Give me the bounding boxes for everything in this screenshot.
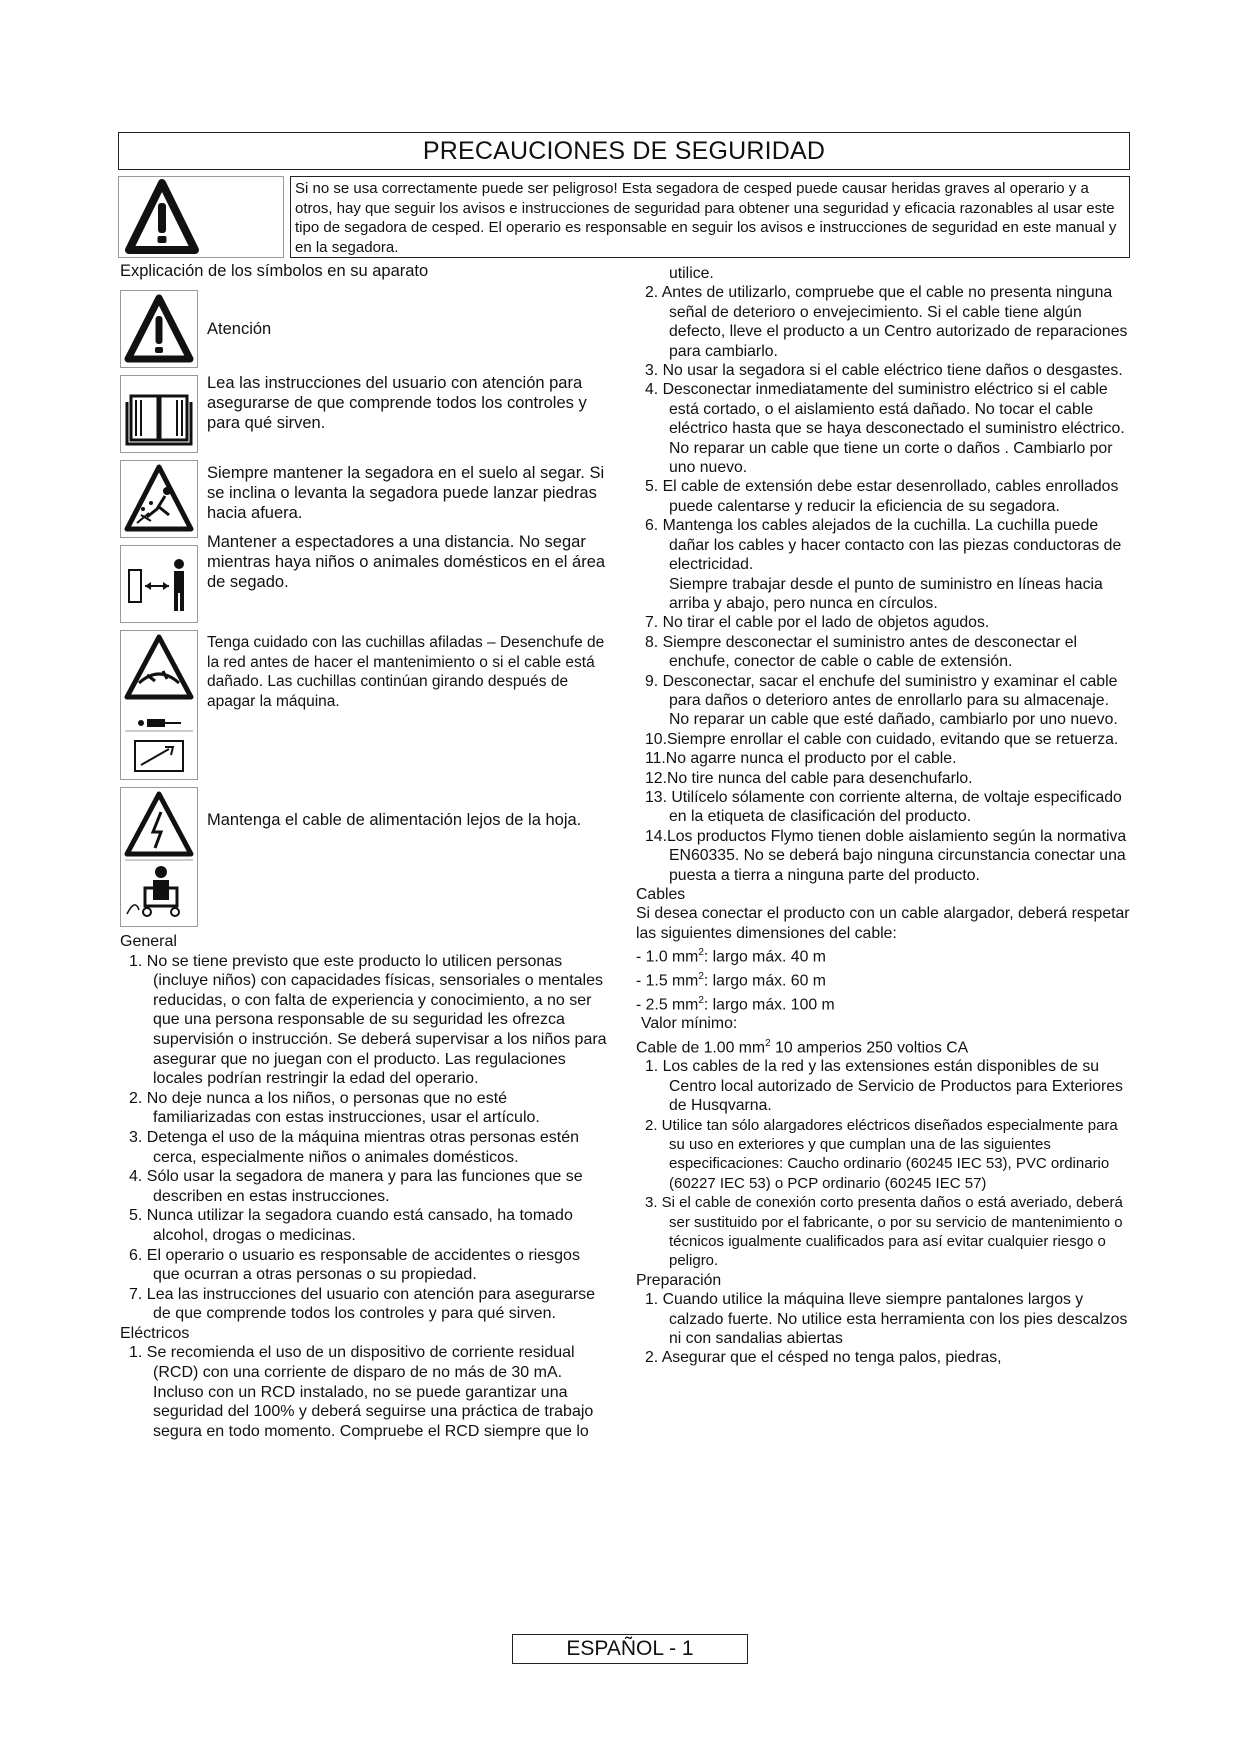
right-column-text bbox=[636, 264, 1132, 1368]
warning-triangle-icon bbox=[120, 290, 198, 368]
page-title: PRECAUCIONES DE SEGURIDAD bbox=[118, 132, 1130, 170]
symbol-text-read-manual: Lea las instrucciones del usuario con atención para asegurarse de que comprende todos los controles y para qué sirven. bbox=[207, 374, 587, 432]
cable-size-value: - 1.5 mm bbox=[636, 972, 699, 990]
cable-size bbox=[636, 967, 1132, 991]
thrown-objects-icon bbox=[120, 460, 198, 538]
book-icon bbox=[120, 375, 198, 453]
electric-item: 2. Antes de utilizarlo, compruebe que el cable no presenta ninguna señal de deterioro o envejecimiento. Si el cable tiene algún defecto, lleve el producto a un Centro autorizado de reparaciones para cambiarlo. bbox=[645, 284, 1128, 360]
warning-triangle-icon bbox=[119, 177, 283, 257]
cable-size-rest: : largo máx. 100 m bbox=[703, 995, 835, 1013]
cable-size bbox=[636, 943, 1132, 967]
cables-item: 3. Si el cable de conexión corto presenta daños o está averiado, deberá ser sustituido por el fabricante, o por su servicio de mantenimiento o técnicos igualmente cualificados para así evitar cualquier riesgo o peligro. bbox=[645, 1194, 1123, 1270]
superscript: 2 bbox=[698, 994, 704, 1006]
min-value-b: 10 amperios 250 voltios CA bbox=[770, 1038, 969, 1056]
superscript: 2 bbox=[765, 1037, 771, 1049]
prep-item: 2. Asegurar que el césped no tenga palos, piedras, bbox=[645, 1349, 1002, 1367]
symbol-text-bystanders: Mantener a espectadores a una distancia. No segar mientras haya niños o animales domésticos en el área de segado. bbox=[207, 533, 606, 591]
electric-item: 13. Utilícelo sólamente con corriente alterna, de voltaje especificado en la etiqueta de clasificación del producto. bbox=[645, 788, 1122, 826]
prep-item: 1. Cuando utilice la máquina lleve siempre pantalones largos y calzado fuerte. No utilice esta herramienta con los pies descalzos ni con sandalias abiertas bbox=[645, 1291, 1128, 1347]
general-item: 7. Lea las instrucciones del usuario con atención para asegurarse de que comprende todos los controles y para qué sirven. bbox=[129, 1285, 596, 1323]
electric-item: 7. No tirar el cable por el lado de objetos agudos. bbox=[645, 614, 990, 632]
general-heading: General bbox=[120, 933, 177, 950]
cables-item: 1. Los cables de la red y las extensiones están disponibles de su Centro local autorizado de Servicio de Productos para Exteriores de Husqvarna. bbox=[645, 1058, 1123, 1115]
superscript: 2 bbox=[698, 970, 704, 982]
electric-item: 11.No agarre nunca el producto por el cable. bbox=[645, 750, 957, 768]
electric-item: 9. Desconectar, sacar el enchufe del suministro y examinar el cable para daños o deterioro antes de enrollarlo para su almacenaje. No reparar un cable que esté dañado, cambiarlo por uno nuevo. bbox=[645, 672, 1118, 729]
symbol-text-keep-on-ground: Siempre mantener la segadora en el suelo al segar. Si se inclina o levanta la segadora puede lanzar piedras hacia afuera. bbox=[207, 464, 605, 522]
electric-continuation: utilice. bbox=[669, 265, 714, 282]
general-item: 1. No se tiene previsto que este producto lo utilicen personas (incluye niños) con capacidades físicas, sensoriales o mentales reducidas, o con falta de experiencia y conocimiento, a no ser que una persona responsable de su seguridad les ofrezca supervisión o instrucción. Se deberá supervisar a los niños para asegurar que no juegan con el producto. Las regulaciones locales podrían restringir la edad del operario. bbox=[129, 952, 607, 1088]
electric-item: 1. Se recomienda el uso de un dispositivo de corriente residual (RCD) con una corriente de disparo de no más de 30 mA. Incluso con un RCD instalado, no se puede garantizar una seguridad del 100% y deberá seguirse una práctica de trabajo segura en todo momento. Compruebe el RCD siempre que lo bbox=[129, 1344, 594, 1440]
cable-size-rest: : largo máx. 60 m bbox=[703, 972, 826, 990]
sharp-blades-icon bbox=[120, 630, 198, 780]
left-column-text bbox=[120, 932, 608, 1441]
electric-item-note: Siempre trabajar desde el punto de suministro en líneas hacia arriba y abajo, pero nunca en círculos. bbox=[669, 575, 1103, 612]
cable-size-rest: : largo máx. 40 m bbox=[703, 948, 826, 966]
electric-item: 8. Siempre desconectar el suministro antes de desconectar el enchufe, conector de cable o cable de extensión. bbox=[645, 633, 1078, 671]
electric-item: 10.Siempre enrollar el cable con cuidado, evitando que se retuerza. bbox=[645, 730, 1119, 748]
general-item: 2. No deje nunca a los niños, o personas que no esté familiarizadas con estas instrucciones, usar el artículo. bbox=[129, 1089, 540, 1127]
electric-item: 4. Desconectar inmediatamente del suministro eléctrico si el cable está cortado, o el aislamiento está dañado. No tocar el cable eléctrico hasta que se haya desconectado el suministro eléctrico. No reparar un cable que tiene un corte o daños . Cambiarlo por uno nuevo. bbox=[645, 381, 1125, 477]
symbol-text-sharp-blades: Tenga cuidado con las cuchillas afiladas – Desenchufe de la red antes de hacer el mantenimiento o si el cable está dañado. Las cuchillas continúan girando después de apagar la máquina. bbox=[207, 634, 605, 710]
cable-size bbox=[636, 991, 1132, 1015]
warning-box-icon bbox=[118, 176, 284, 258]
min-value bbox=[636, 1034, 1132, 1058]
min-value-a: Cable de 1.00 mm bbox=[636, 1038, 766, 1056]
electric-item: 6. Mantenga los cables alejados de la cuchilla. La cuchilla puede dañar los cables y hacer contacto con las piezas conductoras de electricidad. bbox=[645, 517, 1122, 574]
prep-heading: Preparación bbox=[636, 1271, 722, 1289]
symbol-text-cable-away: Mantenga el cable de alimentación lejos de la hoja. bbox=[207, 811, 582, 829]
cable-size-value: - 1.0 mm bbox=[636, 948, 699, 966]
cables-item: 2. Utilice tan sólo alargadores eléctricos diseñados especialmente para su uso en exteriores y que cumplan una de las siguientes especificaciones: Caucho ordinario (60245 IEC 53), PVC ordinario (60227 IEC 53) o PCP ordinario (60245 IEC 57) bbox=[645, 1116, 1118, 1192]
electric-item: 3. No usar la segadora si el cable eléctrico tiene daños o desgastes. bbox=[645, 362, 1123, 380]
electric-hazard-icon bbox=[120, 787, 198, 927]
electric-item: 5. El cable de extensión debe estar desenrollado, cables enrollados puede calentarse y reducir la eficiencia de su segadora. bbox=[645, 478, 1119, 515]
general-item: 3. Detenga el uso de la máquina mientras otras personas estén cerca, especialmente niños o animales domésticos. bbox=[129, 1128, 580, 1166]
cable-size-value: - 2.5 mm bbox=[636, 995, 699, 1013]
electric-heading: Eléctricos bbox=[120, 1324, 190, 1342]
bystander-distance-icon bbox=[120, 545, 198, 623]
page-footer: ESPAÑOL - 1 bbox=[512, 1634, 748, 1664]
cables-intro: Si desea conectar el producto con un cable alargador, deberá respetar las siguientes dimensiones del cable: bbox=[636, 905, 1130, 942]
symbols-heading: Explicación de los símbolos en su aparato bbox=[120, 262, 429, 280]
superscript: 2 bbox=[698, 947, 704, 959]
electric-item: 14.Los productos Flymo tienen doble aislamiento según la normativa EN60335. No se deberá bajo ninguna circunstancia conectar una puesta a tierra a ninguna parte del producto. bbox=[645, 827, 1127, 884]
electric-item: 12.No tire nunca del cable para desenchufarlo. bbox=[645, 769, 973, 787]
general-item: 5. Nunca utilizar la segadora cuando está cansado, ha tomado alcohol, drogas o medicinas. bbox=[129, 1207, 573, 1244]
general-item: 4. Sólo usar la segadora de manera y para las funciones que se describen en estas instrucciones. bbox=[129, 1168, 583, 1205]
warning-text: Si no se usa correctamente puede ser peligroso! Esta segadora de cesped puede causar heridas graves al operario y a otros, hay que seguir los avisos e instrucciones de seguridad para obtener una seguridad y eficacia razonables al usar este tipo de segadora de cesped. El operario es responsable en seguir los avisos e instrucciones de seguridad en este manual y en la segadora. bbox=[290, 176, 1130, 258]
general-item: 6. El operario o usuario es responsable de accidentes o riesgos que ocurran a otras personas o su propiedad. bbox=[129, 1246, 580, 1284]
cables-heading: Cables bbox=[636, 886, 686, 903]
symbol-text-attention: Atención bbox=[207, 320, 272, 338]
min-value-label: Valor mínimo: bbox=[641, 1015, 738, 1033]
